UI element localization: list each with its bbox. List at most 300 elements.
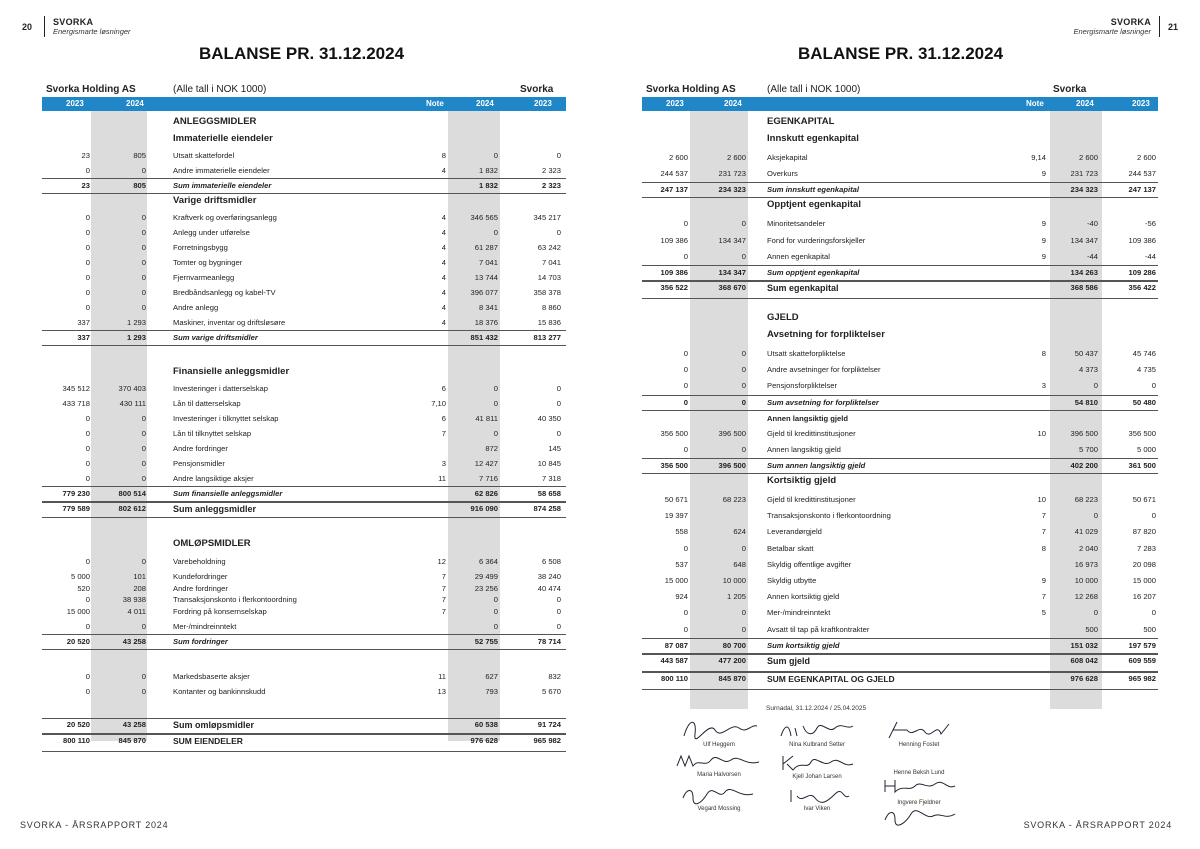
divider <box>42 502 566 503</box>
value-svorka-2023: 0 <box>1151 608 1156 618</box>
section-label: Varige driftsmidler <box>173 195 257 206</box>
value-holding-2024: 10 000 <box>722 576 746 585</box>
value-holding-2023: 0 <box>85 273 90 282</box>
value-holding-2023: 19 397 <box>664 511 688 521</box>
row-label: Mer-/mindreinntekt <box>173 621 237 631</box>
row-label: Leverandørgjeld <box>767 527 822 537</box>
balance-sheet-assets <box>42 82 566 746</box>
row-label: SUM EIENDELER <box>173 735 243 746</box>
table-row <box>642 541 1158 557</box>
value-svorka-2024: 0 <box>493 429 498 438</box>
value-svorka-2023: -56 <box>1145 219 1156 229</box>
value-svorka-2023: 609 559 <box>1128 655 1156 665</box>
divider <box>642 298 1158 299</box>
brand-name: SVORKA <box>53 17 94 27</box>
value-svorka-2024: 29 499 <box>474 572 498 581</box>
section-heading <box>42 537 566 554</box>
row-label: Annen langsiktig gjeld <box>767 444 841 454</box>
note-ref: 8 <box>1041 349 1046 358</box>
note-ref: 4 <box>441 303 446 312</box>
col-note: Note <box>1026 99 1044 108</box>
value-holding-2023: 0 <box>85 213 90 222</box>
section-heading <box>42 365 566 381</box>
value-holding-2024: 0 <box>141 166 146 175</box>
sum-row <box>642 672 1158 690</box>
table-row <box>42 669 566 684</box>
value-holding-2024: 0 <box>141 243 146 252</box>
value-holding-2023: 23 <box>81 181 90 190</box>
value-holding-2023: 0 <box>85 429 90 438</box>
table-row <box>42 471 566 486</box>
value-svorka-2023: 4 735 <box>1136 365 1156 375</box>
value-svorka-2023: 7 041 <box>541 258 561 267</box>
row-label: Andre fordringer <box>173 583 228 593</box>
page-footer: SVORKA - ÅRSRAPPORT 2024 <box>20 820 169 830</box>
value-holding-2023: 109 386 <box>660 235 688 245</box>
balance-sheet-equity-liabilities <box>642 82 1158 709</box>
note-ref: 7 <box>1041 592 1046 602</box>
value-holding-2023: 23 <box>81 151 90 160</box>
divider <box>642 654 1158 655</box>
value-svorka-2024: 41 811 <box>475 414 498 423</box>
value-svorka-2024: 1 832 <box>478 166 498 175</box>
row-label: Minoritetsandeler <box>767 219 826 229</box>
value-holding-2023: 0 <box>85 258 90 267</box>
value-svorka-2023: 0 <box>556 621 561 631</box>
company-left: Svorka Holding AS <box>646 84 736 95</box>
value-svorka-2023: 63 242 <box>537 243 561 252</box>
section-label: GJELD <box>767 312 799 323</box>
col-2024-b: 2024 <box>1076 99 1094 108</box>
row-label: Anlegg under utførelse <box>173 228 250 237</box>
value-svorka-2023: 197 579 <box>1128 640 1156 650</box>
table-row <box>642 216 1158 232</box>
table-row <box>42 426 566 441</box>
value-svorka-2023: 0 <box>1151 511 1156 521</box>
value-svorka-2024: 0 <box>1093 381 1098 391</box>
signature-block <box>772 720 862 748</box>
divider <box>42 649 566 650</box>
value-svorka-2024: 16 973 <box>1074 559 1098 569</box>
sum-row <box>42 330 566 346</box>
note-ref: 10 <box>1037 495 1046 504</box>
value-holding-2023: 87 087 <box>664 640 688 650</box>
signatory-name: Nina Kulbrand Setter <box>789 742 845 748</box>
value-svorka-2024: 62 826 <box>474 489 498 498</box>
value-svorka-2023: 247 137 <box>1128 185 1156 195</box>
row-label: Maskiner, inventar og driftsløsøre <box>173 318 286 327</box>
signatory-name: Ivar Viken <box>803 806 831 812</box>
row-label: Skyldig offentlige avgifter <box>767 559 852 569</box>
note-ref: 7 <box>1041 527 1046 537</box>
company-right: Svorka <box>1053 84 1087 95</box>
value-svorka-2023: 50 480 <box>1132 397 1156 407</box>
divider <box>642 689 1158 690</box>
sum-row <box>642 395 1158 411</box>
value-svorka-2024: 50 437 <box>1074 349 1098 358</box>
value-holding-2023: 800 110 <box>660 673 688 683</box>
table-row <box>42 381 566 396</box>
value-svorka-2024: 0 <box>493 151 498 160</box>
value-svorka-2023: 2 323 <box>541 166 561 175</box>
value-holding-2024: 0 <box>141 213 146 222</box>
value-holding-2024: 0 <box>741 365 746 375</box>
value-svorka-2024: 54 810 <box>1074 397 1098 407</box>
row-label: Transaksjonskonto i flerkontoordning <box>767 511 891 521</box>
signature-block <box>772 752 862 780</box>
note-ref: 4 <box>441 258 446 267</box>
value-svorka-2024: 6 364 <box>478 557 498 566</box>
divider <box>642 182 1158 183</box>
value-svorka-2023: 87 820 <box>1132 527 1156 537</box>
signature-block <box>674 752 764 778</box>
value-holding-2023: 0 <box>683 219 688 229</box>
signature-scribble <box>879 718 959 742</box>
value-holding-2023: 356 500 <box>660 461 688 470</box>
note-ref: 9 <box>1041 219 1046 229</box>
value-holding-2023: 0 <box>85 686 90 696</box>
table-body <box>42 111 566 746</box>
row-label: Kraftverk og overføringsanlegg <box>173 213 277 222</box>
brand-name: SVORKA <box>1110 17 1151 27</box>
table-row <box>42 441 566 456</box>
value-holding-2024: 800 514 <box>118 489 146 498</box>
value-holding-2023: 345 512 <box>62 384 90 393</box>
value-svorka-2024: 976 628 <box>470 735 498 745</box>
row-label: Gjeld til kredittinstitusjoner <box>767 428 856 438</box>
value-svorka-2023: 0 <box>1151 381 1156 391</box>
value-holding-2024: 0 <box>141 303 146 312</box>
signature-block <box>874 718 964 748</box>
note-ref: 4 <box>441 288 446 297</box>
table-row <box>642 557 1158 573</box>
section-label: Finansielle anleggsmidler <box>173 366 290 377</box>
value-svorka-2024: 7 041 <box>478 258 498 267</box>
value-svorka-2024: 0 <box>493 595 498 604</box>
table-row <box>42 592 566 604</box>
divider <box>642 395 1158 396</box>
value-holding-2023: 0 <box>85 459 90 468</box>
value-svorka-2024: 52 755 <box>474 636 498 646</box>
col-2023-a: 2023 <box>66 99 84 108</box>
value-svorka-2023: 38 240 <box>537 572 561 581</box>
value-svorka-2024: 396 500 <box>1070 428 1098 438</box>
row-label: Skyldig utbytte <box>767 576 817 585</box>
note-ref: 4 <box>441 166 446 175</box>
value-svorka-2024: 872 <box>485 444 498 453</box>
value-holding-2024: 0 <box>741 381 746 391</box>
note-ref: 7 <box>441 429 446 438</box>
value-svorka-2024: 12 427 <box>474 459 498 468</box>
divider <box>42 330 566 331</box>
table-row <box>42 240 566 255</box>
note-ref: 3 <box>441 459 446 468</box>
value-holding-2023: 520 <box>77 583 90 593</box>
table-row <box>642 150 1158 166</box>
signatory-name: Vegard Mossing <box>697 806 741 812</box>
row-label: Sum egenkapital <box>767 283 839 293</box>
value-holding-2024: 4 011 <box>127 606 146 616</box>
brand-tagline: Energismarte løsninger <box>53 27 131 36</box>
value-svorka-2023: 874 258 <box>533 504 561 513</box>
value-svorka-2023: 14 703 <box>537 273 561 282</box>
table-row <box>42 396 566 411</box>
row-label: Andre immaterielle eiendeler <box>173 166 270 175</box>
value-holding-2024: 0 <box>141 474 146 483</box>
value-holding-2023: 109 386 <box>660 268 688 277</box>
value-holding-2023: 537 <box>675 559 688 569</box>
table-row <box>642 233 1158 249</box>
note-ref: 9 <box>1041 169 1046 179</box>
table-row <box>642 442 1158 458</box>
value-svorka-2024: 18 376 <box>474 318 498 327</box>
row-label: Sum annen langsiktig gjeld <box>767 461 866 470</box>
section-heading <box>642 411 1158 426</box>
value-holding-2024: 231 723 <box>718 169 746 179</box>
value-holding-2024: 0 <box>741 219 746 229</box>
row-label: Avsatt til tap på kraftkontrakter <box>767 624 870 634</box>
value-svorka-2024: 346 565 <box>470 213 498 222</box>
value-svorka-2023: 356 500 <box>1128 428 1156 438</box>
value-svorka-2024: 500 <box>1085 624 1098 634</box>
value-holding-2024: 430 111 <box>119 399 146 408</box>
signature-scribble <box>879 776 959 796</box>
row-label: Andre avsetninger for forpliktelser <box>767 365 881 375</box>
row-label: Sum varige driftsmidler <box>173 333 258 342</box>
value-holding-2023: 0 <box>85 557 90 566</box>
value-holding-2023: 15 000 <box>66 606 90 616</box>
value-holding-2023: 0 <box>85 474 90 483</box>
table-row <box>42 569 566 581</box>
table-header-columns <box>642 97 1158 111</box>
row-label: Utsatt skatteforpliktelse <box>767 349 846 358</box>
value-svorka-2023: 20 098 <box>1132 559 1156 569</box>
units-label: (Alle tall i NOK 1000) <box>767 84 861 95</box>
value-svorka-2024: 976 628 <box>1070 673 1098 683</box>
signatory-name: Henning Fostet <box>898 742 940 748</box>
row-label: Sum avsetning for forpliktelser <box>767 397 879 407</box>
table-header-columns <box>42 97 566 111</box>
value-holding-2024: 1 293 <box>126 333 146 342</box>
table-row <box>642 508 1158 524</box>
row-label: Annen egenkapital <box>767 251 830 261</box>
value-svorka-2024: 134 263 <box>1070 268 1098 277</box>
table-row <box>42 604 566 619</box>
section-heading <box>642 328 1158 346</box>
value-holding-2024: 0 <box>741 397 746 407</box>
row-label: Pensjonsforpliktelser <box>767 381 838 391</box>
value-svorka-2023: 358 378 <box>533 288 561 297</box>
sum-row <box>642 182 1158 198</box>
value-svorka-2024: 0 <box>493 399 498 408</box>
value-holding-2023: 0 <box>683 349 688 358</box>
value-svorka-2024: 134 347 <box>1070 235 1098 245</box>
row-label: Betalbar skatt <box>767 543 814 553</box>
value-holding-2023: 0 <box>85 288 90 297</box>
value-svorka-2024: 2 040 <box>1078 543 1098 553</box>
note-ref: 9 <box>1041 251 1046 261</box>
row-label: Markedsbaserte aksjer <box>173 671 250 681</box>
divider <box>42 718 566 719</box>
value-holding-2024: 0 <box>141 258 146 267</box>
sum-row <box>642 654 1158 672</box>
value-svorka-2023: 361 500 <box>1128 461 1156 470</box>
value-holding-2023: 20 520 <box>66 636 90 646</box>
value-holding-2023: 0 <box>85 414 90 423</box>
value-svorka-2023: 15 000 <box>1132 576 1156 585</box>
brand-block <box>1073 16 1160 37</box>
value-svorka-2023: 2 600 <box>1136 153 1156 162</box>
section-label: EGENKAPITAL <box>767 116 835 127</box>
table-row <box>642 589 1158 605</box>
value-holding-2023: 20 520 <box>66 719 90 729</box>
value-holding-2023: 15 000 <box>664 576 688 585</box>
row-label: Sum kortsiktig gjeld <box>767 640 840 650</box>
value-svorka-2024: 0 <box>493 384 498 393</box>
value-svorka-2023: 832 <box>548 671 561 681</box>
value-holding-2023: 0 <box>683 608 688 618</box>
row-label: Aksjekapital <box>767 153 808 162</box>
sum-row <box>42 486 566 502</box>
table-row <box>42 163 566 178</box>
value-holding-2024: 0 <box>741 543 746 553</box>
value-holding-2024: 0 <box>141 288 146 297</box>
value-svorka-2024: 41 029 <box>1074 527 1098 537</box>
row-label: Transaksjonskonto i flerkontoordning <box>173 595 297 604</box>
value-svorka-2024: 61 287 <box>474 243 498 252</box>
value-holding-2024: 802 612 <box>118 504 146 513</box>
value-holding-2023: 558 <box>675 527 688 537</box>
table-row <box>642 573 1158 589</box>
table-row <box>42 411 566 426</box>
note-ref: 8 <box>1041 543 1046 553</box>
note-ref: 9 <box>1041 235 1046 245</box>
row-label: Sum gjeld <box>767 655 811 666</box>
col-2023-a: 2023 <box>666 99 684 108</box>
row-label: Tomter og bygninger <box>173 258 243 267</box>
note-ref: 7,10 <box>431 399 446 408</box>
signature-scribble <box>777 752 857 774</box>
value-holding-2023: 356 522 <box>660 283 688 292</box>
signature-block <box>674 716 764 748</box>
value-holding-2024: 0 <box>141 273 146 282</box>
value-holding-2023: 433 718 <box>62 399 90 408</box>
value-holding-2023: 924 <box>675 592 688 602</box>
value-holding-2024: 0 <box>141 429 146 438</box>
col-2023-b: 2023 <box>534 99 552 108</box>
table-row <box>642 378 1158 394</box>
value-holding-2023: 0 <box>683 624 688 634</box>
row-label: Fordring på konsernselskap <box>173 606 267 616</box>
value-holding-2023: 0 <box>683 444 688 454</box>
table-row <box>642 524 1158 540</box>
value-holding-2023: 0 <box>85 243 90 252</box>
sum-row <box>642 458 1158 474</box>
note-ref: 13 <box>437 686 446 696</box>
section-heading <box>642 132 1158 150</box>
value-svorka-2023: 244 537 <box>1128 169 1156 179</box>
value-holding-2024: 0 <box>141 671 146 681</box>
table-row <box>642 346 1158 362</box>
note-ref: 4 <box>441 273 446 282</box>
row-label: Andre langsiktige aksjer <box>173 474 254 483</box>
value-svorka-2023: 345 217 <box>533 213 561 222</box>
table-row <box>642 362 1158 378</box>
row-label: Sum immaterielle eiendeler <box>173 181 272 190</box>
divider <box>42 486 566 487</box>
value-holding-2023: 0 <box>85 228 90 237</box>
value-holding-2024: 1 293 <box>126 318 146 327</box>
company-right: Svorka <box>520 84 554 95</box>
table-row <box>42 255 566 270</box>
value-holding-2024: 134 347 <box>718 268 746 277</box>
table-row <box>642 492 1158 508</box>
table-row <box>42 581 566 593</box>
divider <box>642 458 1158 459</box>
value-svorka-2024: 0 <box>493 621 498 631</box>
value-svorka-2024: 10 000 <box>1074 576 1098 585</box>
value-holding-2024: 234 323 <box>718 185 746 195</box>
row-label: Varebeholdning <box>173 557 226 566</box>
value-holding-2023: 800 110 <box>62 735 90 745</box>
row-label: Mer-/mindreinntekt <box>767 608 831 618</box>
signatory-name: Kjell Johan Larsen <box>792 774 842 780</box>
value-svorka-2024: 916 090 <box>470 504 498 513</box>
value-svorka-2023: 0 <box>556 384 561 393</box>
section-label: Innskutt egenkapital <box>767 133 859 144</box>
row-label: Overkurs <box>767 169 798 179</box>
table-row <box>642 249 1158 265</box>
value-holding-2024: 101 <box>133 572 146 581</box>
value-svorka-2023: 45 746 <box>1132 349 1156 358</box>
value-svorka-2024: 1 832 <box>478 181 498 190</box>
table-row <box>42 210 566 225</box>
signature-block <box>874 800 964 826</box>
value-svorka-2023: 6 508 <box>541 557 561 566</box>
value-svorka-2023: 965 982 <box>533 735 561 745</box>
col-2023-b: 2023 <box>1132 99 1150 108</box>
value-holding-2024: 845 870 <box>118 735 146 745</box>
value-svorka-2024: 0 <box>1093 608 1098 618</box>
row-label: Investeringer i datterselskap <box>173 384 268 393</box>
note-ref: 6 <box>441 414 446 423</box>
value-svorka-2023: 965 982 <box>1128 673 1156 683</box>
value-svorka-2024: 4 373 <box>1078 365 1098 375</box>
value-svorka-2023: 2 323 <box>541 181 561 190</box>
value-holding-2023: 337 <box>77 318 90 327</box>
row-label: SUM EGENKAPITAL OG GJELD <box>767 673 895 684</box>
value-holding-2024: 368 670 <box>718 283 746 292</box>
divider <box>642 672 1158 673</box>
signatory-name: Ingvere Fjeldner <box>897 800 941 806</box>
note-ref: 9,14 <box>1031 153 1046 162</box>
col-2024-b: 2024 <box>476 99 494 108</box>
row-label: Sum anleggsmidler <box>173 504 257 514</box>
value-svorka-2023: 109 286 <box>1128 268 1156 277</box>
value-holding-2023: 0 <box>85 671 90 681</box>
divider <box>42 345 566 346</box>
value-holding-2024: 208 <box>133 583 146 593</box>
row-label: Pensjonsmidler <box>173 459 225 468</box>
value-holding-2024: 396 500 <box>718 461 746 470</box>
value-svorka-2024: 13 744 <box>474 273 498 282</box>
value-svorka-2023: 50 671 <box>1132 495 1156 504</box>
value-holding-2024: 0 <box>141 228 146 237</box>
value-holding-2024: 648 <box>733 559 746 569</box>
table-row <box>42 148 566 163</box>
signature-block <box>874 770 964 796</box>
value-svorka-2023: 78 714 <box>537 636 561 646</box>
